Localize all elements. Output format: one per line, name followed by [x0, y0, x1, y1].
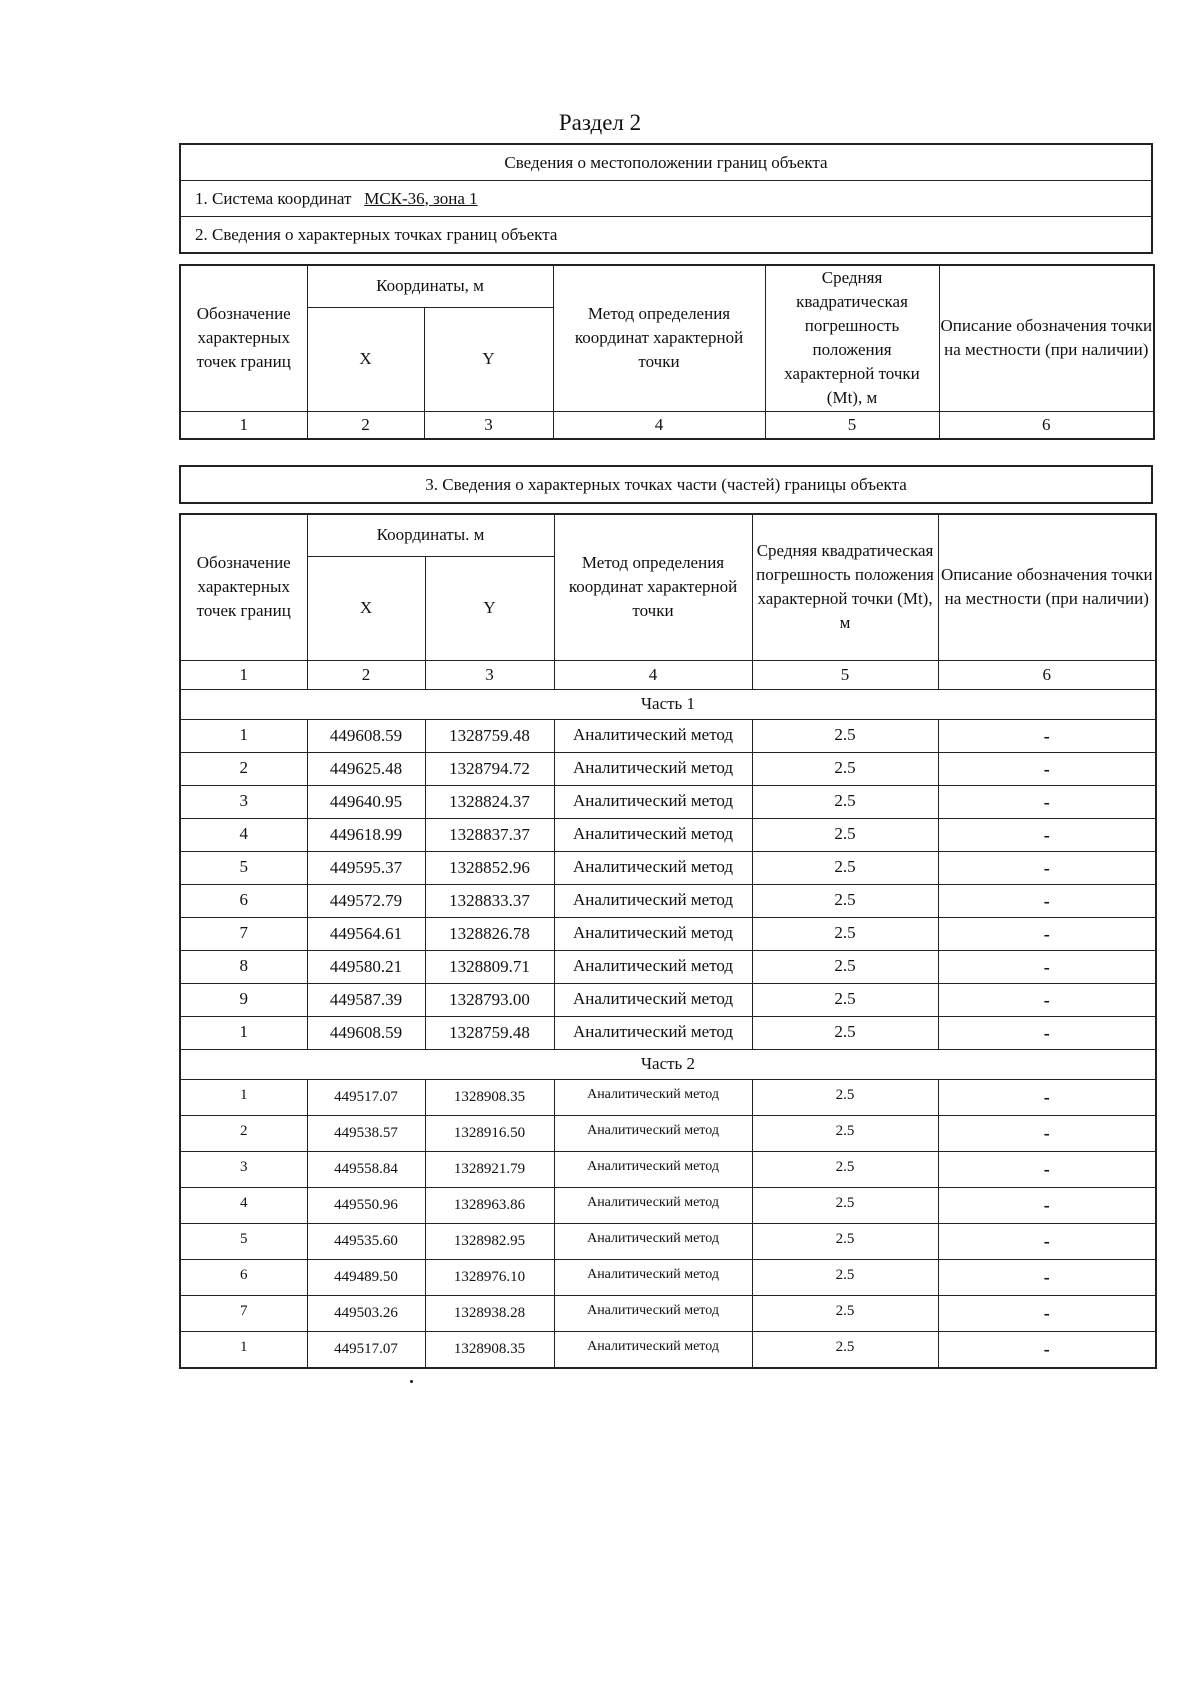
point-number: 4 [180, 1187, 307, 1223]
mt-error: 2.5 [752, 719, 938, 752]
coord-y: 1328809.71 [425, 950, 554, 983]
method: Аналитический метод [554, 917, 752, 950]
table-row [180, 1079, 1156, 1115]
info-header: Сведения о местоположении границ объекта [180, 144, 1152, 181]
description: - [938, 1331, 1156, 1368]
coord-y: 1328826.78 [425, 917, 554, 950]
parts-col-num-1: 1 [180, 660, 307, 689]
method: Аналитический метод [554, 950, 752, 983]
coord-x: 449489.50 [307, 1259, 425, 1295]
parts-header-coords: Координаты. м [307, 514, 554, 556]
coord-y: 1328908.35 [425, 1079, 554, 1115]
coord-y: 1328759.48 [425, 719, 554, 752]
coord-y: 1328982.95 [425, 1223, 554, 1259]
col-num-2: 2 [307, 411, 424, 439]
coord-x: 449558.84 [307, 1151, 425, 1187]
point-number: 4 [180, 818, 307, 851]
description: - [938, 1115, 1156, 1151]
parts-col-num-2: 2 [307, 660, 425, 689]
description: - [938, 719, 1156, 752]
mt-error: 2.5 [752, 1187, 938, 1223]
method: Аналитический метод [554, 1016, 752, 1049]
point-number: 7 [180, 917, 307, 950]
header-error: Средняя квадратическая погрешность положения характерной точки (Mt), м [765, 265, 939, 411]
header-coords: Координаты, м [307, 265, 553, 307]
method: Аналитический метод [554, 1259, 752, 1295]
description: - [938, 884, 1156, 917]
parts-section-title-box [179, 465, 1153, 504]
mt-error: 2.5 [752, 1115, 938, 1151]
coord-x: 449587.39 [307, 983, 425, 1016]
table-row [180, 818, 1156, 851]
mt-error: 2.5 [752, 1151, 938, 1187]
coord-x: 449608.59 [307, 1016, 425, 1049]
description: - [938, 983, 1156, 1016]
description: - [938, 752, 1156, 785]
parts-col-num-6: 6 [938, 660, 1156, 689]
table-row [180, 1223, 1156, 1259]
description: - [938, 818, 1156, 851]
point-number: 7 [180, 1295, 307, 1331]
method: Аналитический метод [554, 1295, 752, 1331]
parts-header-description: Описание обозначения точки на местности (при наличии) [938, 514, 1156, 660]
coord-y: 1328793.00 [425, 983, 554, 1016]
method: Аналитический метод [554, 719, 752, 752]
table-row [180, 917, 1156, 950]
col-num-5: 5 [765, 411, 939, 439]
parts-header-error: Средняя квадратическая погрешность положения характерной точки (Mt), м [752, 514, 938, 660]
point-number: 2 [180, 752, 307, 785]
coord-system-row [180, 181, 1152, 217]
mt-error: 2.5 [752, 1016, 938, 1049]
parts-col-num-4: 4 [554, 660, 752, 689]
coord-x: 449595.37 [307, 851, 425, 884]
header-x: X [307, 307, 424, 411]
description: - [938, 1187, 1156, 1223]
description: - [938, 1259, 1156, 1295]
method: Аналитический метод [554, 1079, 752, 1115]
object-location-info-table [179, 143, 1153, 254]
description: - [938, 785, 1156, 818]
point-number: 1 [180, 1016, 307, 1049]
point-number: 1 [180, 1079, 307, 1115]
mt-error: 2.5 [752, 785, 938, 818]
table-row [180, 1295, 1156, 1331]
coord-y: 1328824.37 [425, 785, 554, 818]
coord-x: 449538.57 [307, 1115, 425, 1151]
coord-y: 1328921.79 [425, 1151, 554, 1187]
point-number: 2 [180, 1115, 307, 1151]
point-number: 6 [180, 884, 307, 917]
mt-error: 2.5 [752, 818, 938, 851]
col-num-4: 4 [553, 411, 765, 439]
coord-x: 449618.99 [307, 818, 425, 851]
part-label-row [180, 689, 1156, 719]
coord-y: 1328916.50 [425, 1115, 554, 1151]
mt-error: 2.5 [752, 851, 938, 884]
parts-header-x: X [307, 556, 425, 660]
table-row [180, 851, 1156, 884]
coord-system-label: 1. Система координат [195, 188, 352, 208]
part-label: Часть 1 [180, 689, 1156, 719]
coord-y: 1328963.86 [425, 1187, 554, 1223]
mt-error: 2.5 [752, 1079, 938, 1115]
header-designation: Обозначение характерных точек границ [180, 265, 307, 411]
coord-x: 449517.07 [307, 1331, 425, 1368]
coord-x: 449517.07 [307, 1079, 425, 1115]
table-row [180, 785, 1156, 818]
mt-error: 2.5 [752, 1259, 938, 1295]
point-number: 8 [180, 950, 307, 983]
table-row [180, 1331, 1156, 1368]
point-number: 1 [180, 719, 307, 752]
col-num-3: 3 [424, 411, 553, 439]
table-row [180, 884, 1156, 917]
point-number: 5 [180, 1223, 307, 1259]
point-number: 1 [180, 1331, 307, 1368]
col-num-1: 1 [180, 411, 307, 439]
table-row [180, 752, 1156, 785]
point-number: 3 [180, 785, 307, 818]
description: - [938, 950, 1156, 983]
coord-y: 1328833.37 [425, 884, 554, 917]
description: - [938, 1295, 1156, 1331]
coord-x: 449608.59 [307, 719, 425, 752]
parts-col-num-5: 5 [752, 660, 938, 689]
description: - [938, 1151, 1156, 1187]
point-number: 3 [180, 1151, 307, 1187]
mt-error: 2.5 [752, 983, 938, 1016]
mt-error: 2.5 [752, 1295, 938, 1331]
parts-header-method: Метод определения координат характерной точки [554, 514, 752, 660]
description: - [938, 1016, 1156, 1049]
mt-error: 2.5 [752, 917, 938, 950]
coord-y: 1328759.48 [425, 1016, 554, 1049]
table-row [180, 1187, 1156, 1223]
mt-error: 2.5 [752, 1331, 938, 1368]
table-row [180, 983, 1156, 1016]
col-num-6: 6 [939, 411, 1154, 439]
method: Аналитический метод [554, 1223, 752, 1259]
coord-system-value: МСК-36, зона 1 [364, 188, 478, 208]
mt-error: 2.5 [752, 884, 938, 917]
points-title: 2. Сведения о характерных точках границ объекта [180, 217, 1152, 254]
coord-y: 1328908.35 [425, 1331, 554, 1368]
table-row [180, 1151, 1156, 1187]
method: Аналитический метод [554, 1115, 752, 1151]
method: Аналитический метод [554, 1331, 752, 1368]
coord-y: 1328938.28 [425, 1295, 554, 1331]
point-number: 5 [180, 851, 307, 884]
parts-col-num-3: 3 [425, 660, 554, 689]
mt-error: 2.5 [752, 1223, 938, 1259]
stray-dot [410, 1380, 413, 1383]
method: Аналитический метод [554, 752, 752, 785]
description: - [938, 1223, 1156, 1259]
parts-points-table [179, 513, 1157, 1369]
table-row [180, 719, 1156, 752]
boundary-points-table [179, 264, 1155, 440]
method: Аналитический метод [554, 983, 752, 1016]
coord-x: 449535.60 [307, 1223, 425, 1259]
coord-y: 1328837.37 [425, 818, 554, 851]
coord-y: 1328852.96 [425, 851, 554, 884]
part-label-row [180, 1049, 1156, 1079]
method: Аналитический метод [554, 818, 752, 851]
mt-error: 2.5 [752, 950, 938, 983]
method: Аналитический метод [554, 1187, 752, 1223]
parts-header-y: Y [425, 556, 554, 660]
coord-y: 1328976.10 [425, 1259, 554, 1295]
table-row [180, 950, 1156, 983]
mt-error: 2.5 [752, 752, 938, 785]
coord-x: 449580.21 [307, 950, 425, 983]
coord-x: 449550.96 [307, 1187, 425, 1223]
coord-x: 449564.61 [307, 917, 425, 950]
table-row [180, 1115, 1156, 1151]
method: Аналитический метод [554, 884, 752, 917]
parts-header-designation: Обозначение характерных точек границ [180, 514, 307, 660]
description: - [938, 1079, 1156, 1115]
coord-x: 449503.26 [307, 1295, 425, 1331]
coord-y: 1328794.72 [425, 752, 554, 785]
table-row [180, 1016, 1156, 1049]
coord-x: 449640.95 [307, 785, 425, 818]
parts-body [180, 689, 1156, 1368]
header-y: Y [424, 307, 553, 411]
method: Аналитический метод [554, 785, 752, 818]
header-description: Описание обозначения точки на местности (при наличии) [939, 265, 1154, 411]
section-title: Раздел 2 [558, 110, 642, 135]
part-label: Часть 2 [180, 1049, 1156, 1079]
coord-x: 449625.48 [307, 752, 425, 785]
parts-section-title: 3. Сведения о характерных точках части (частей) границы объекта [180, 466, 1152, 503]
description: - [938, 917, 1156, 950]
point-number: 9 [180, 983, 307, 1016]
description: - [938, 851, 1156, 884]
table-row [180, 1259, 1156, 1295]
coord-x: 449572.79 [307, 884, 425, 917]
header-method: Метод определения координат характерной точки [553, 265, 765, 411]
point-number: 6 [180, 1259, 307, 1295]
method: Аналитический метод [554, 1151, 752, 1187]
method: Аналитический метод [554, 851, 752, 884]
